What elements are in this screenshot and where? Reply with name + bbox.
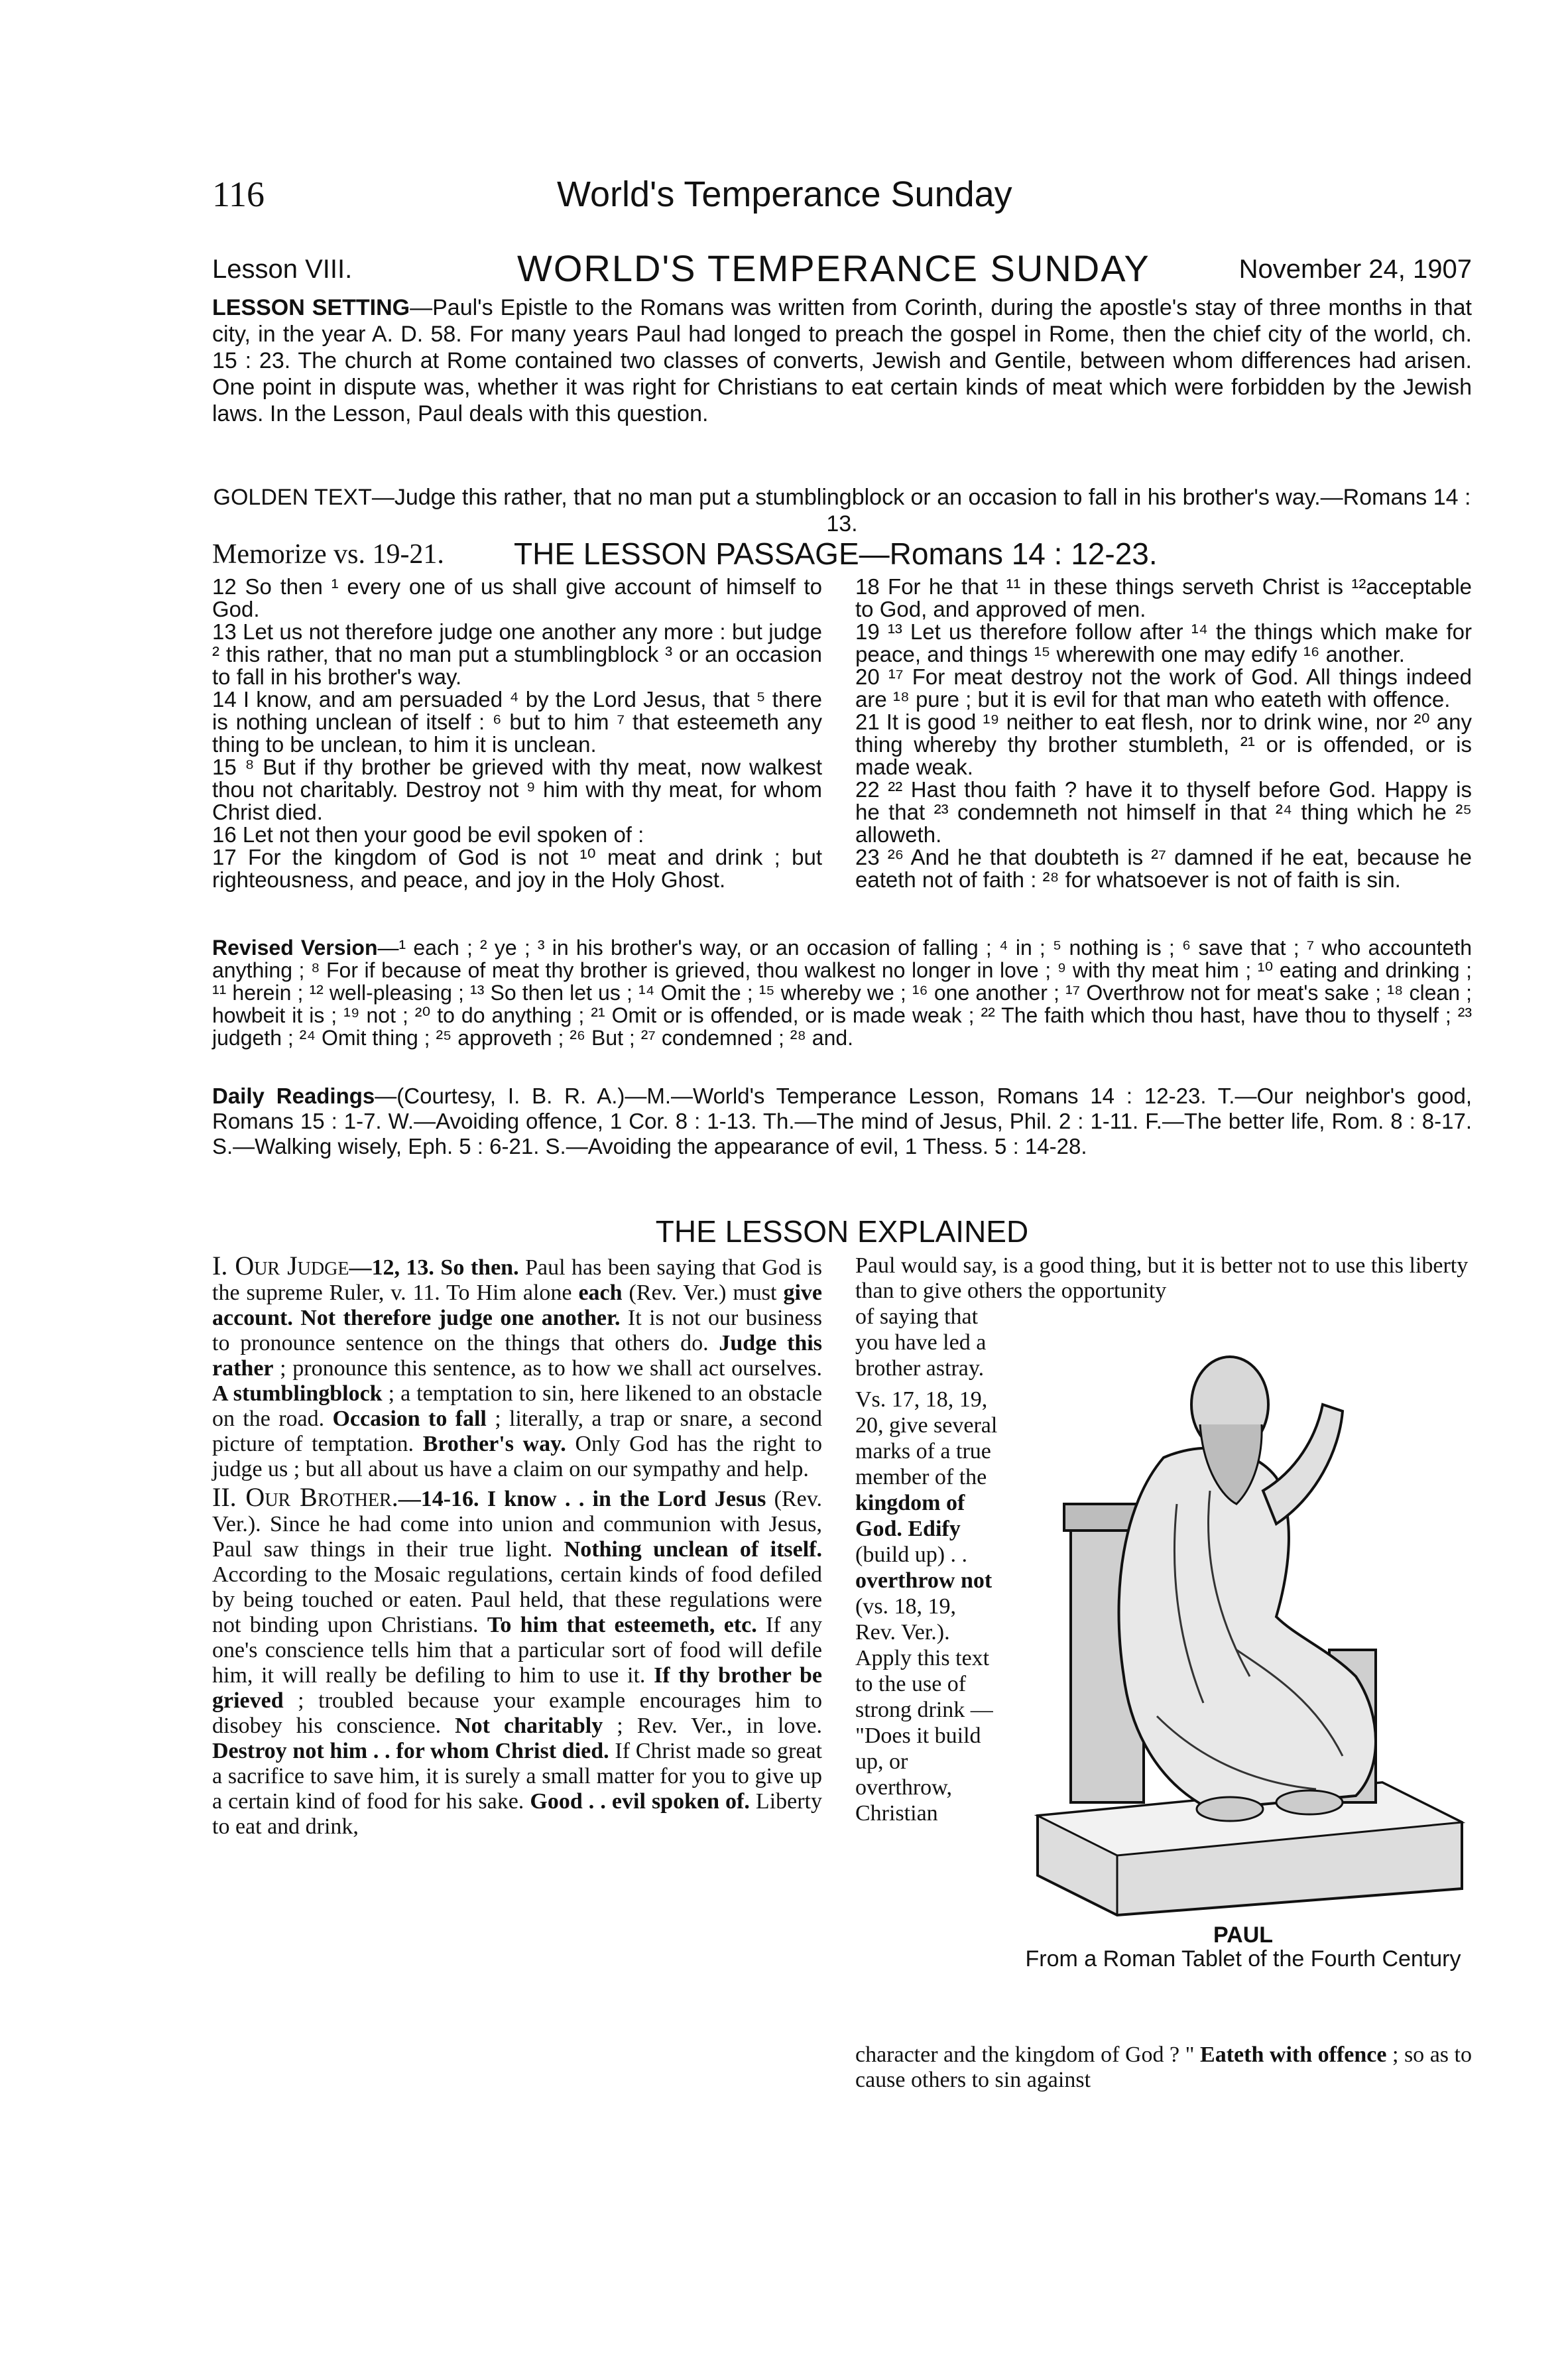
revised-version-text: —¹ each ; ² ye ; ³ in his brother's way, or an occasion of falling ; ⁴ in ; ⁵ nothing is ; ⁶ save that ; ⁷ who accounteth anything ; ⁸ For if because of meat thy brother is grieved, thou walkest no longer in love ; ⁹ with thy meat him ; ¹⁰ eating and drinking ; ¹¹ herein ; ¹² well-pleasing ; ¹³ So then let us ; ¹⁴ Omit the ; ¹⁵ whereby we ; ¹⁶ one another ; ¹⁷ Overthrow not for meat's sake ; ¹⁸ clean ; howbeit it is ; ¹⁹ not ; ²⁰ to do anything ; ²¹ Omit or is offended, or is made weak ; ²² The faith which thou hast, have thou to thyself ; ²³ judgeth ; ²⁴ Omit thing ; ²⁵ approveth ; ²⁶ But ; ²⁷ condemned ; ²⁸ and. [212,936,1473,1050]
verse: 16 Let not then your good be evil spoken of : [212,822,644,847]
page-number: 116 [212,174,265,214]
verse: 17 For the kingdom of God is not ¹⁰ meat and drink ; but righteousness, and peace, and joy in the Holy Ghost. [212,845,822,892]
keyword: Judge this rather [212,1331,822,1381]
body-text: (build up) . . [855,1542,968,1567]
keyword: Eateth with offence [1200,2042,1387,2067]
daily-readings-text: —(Courtesy, I. B. R. A.)—M.—World's Temperance Lesson, Romans 14 : 12-23. T.—Our neighbor's good, Romans 15 : 1-7. W.—Avoiding offence, 1 Cor. 8 : 1-13. Th.—The mind of Jesus, Phil. 2 : 1-11. F.—The better life, Rom. 8 : 8-17. S.—Walking wisely, Eph. 5 : 6-21. S.—Avoiding the appearance of evil, 1 Thess. 5 : 14-28. [212,1084,1473,1159]
lesson-header [212,247,1472,293]
daily-readings-label: Daily Readings [212,1084,375,1108]
keyword: give account. [212,1281,822,1330]
body-text: of saying that you have led a brother astray. [855,1304,987,1381]
body-text: (Rev. Ver.) must [622,1281,784,1305]
verse: 20 ¹⁷ For meat destroy not the work of God. All things indeed are ¹⁸ pure ; but it is evil for that man who eateth with offence. [855,664,1472,712]
body-text: It is not our business to pronounce sentence on the things that others do. [212,1306,822,1355]
passage-header [212,536,1472,576]
golden-text [212,484,1472,537]
body-text: Vs. 17, 18, 19, 20, give several marks of a true member of the [855,1387,998,1489]
verse: 21 It is good ¹⁹ neither to eat flesh, nor to drink wine, nor ²⁰ any thing whereby thy brother stumbleth, ²¹ or is offended, or is made weak. [855,710,1472,779]
body-text: (vs. 18, 19, Rev. Ver.). Apply this text to the use of strong drink — "Does it build up, or overthrow, Christian [855,1594,993,1826]
explained-left-column [212,1253,822,1840]
keyword: Edify [908,1517,961,1541]
body-text: If Christ made so great a sacrifice to save him, it is surely a small matter for you to give up a certain kind of food for his sake. [212,1739,823,1814]
lesson-title: WORLD'S TEMPERANCE SUNDAY [517,247,1150,289]
lesson-setting [212,294,1472,427]
verse: 22 ²² Hast thou faith ? have it to thyself before God. Happy is he that ²³ condemneth not himself in that ²⁴ thing which he ²⁵ alloweth. [855,777,1472,847]
keyword: overthrow not [855,1568,993,1593]
passage-right-column [855,576,1472,891]
section-our-brother [212,1482,823,1840]
body-text: Liberty to eat and drink, [212,1789,823,1839]
golden-text-body: —Judge this rather, that no man put a stumblingblock or an occasion to fall in his brother's way.—Romans 14 : 13. [371,485,1471,536]
verse: 15 ⁸ But if thy brother be grieved with thy meat, now walkest thou not charitably. Destroy not ⁹ him with thy meat, for whom Christ died. [212,755,822,824]
verse: 14 I know, and am persuaded ⁴ by the Lord Jesus, that ⁵ there is nothing unclean of itself : ⁶ but to him ⁷ that esteemeth any thing to be unclean, to him it is unclean. [212,687,822,757]
body-text: Paul has been saying that God is the supreme Ruler, v. 11. To Him alone [212,1255,823,1305]
section-our-judge [212,1253,822,1482]
explained-title: THE LESSON EXPLAINED [655,1214,1029,1249]
illustration-caption [1011,1923,1475,1971]
explained-right-narrow [855,1304,998,1826]
daily-readings [212,1084,1472,1159]
keyword: Destroy not him . . for whom Christ died. [212,1739,609,1763]
keyword: Brother's way. [422,1432,566,1456]
body-text: (Rev. Ver.). Since he had come into union and communion with Jesus, Paul saw things in their true light. [212,1487,823,1562]
keyword: If thy brother be grieved [212,1663,822,1713]
lesson-date: November 24, 1907 [1238,255,1472,284]
running-header [212,174,1472,233]
body-text: ; Rev. Ver., in love. [603,1714,823,1738]
memorize-verses: Memorize vs. 19-21. [212,539,444,570]
caption-title: PAUL [1213,1922,1274,1948]
verse: 23 ²⁶ And he that doubteth is ²⁷ damned if he eat, because he eateth not of faith : ²⁸ for whatsoever is not of faith is sin. [855,845,1472,892]
body-text: ; literally, a trap or snare, a second picture of temptation. [212,1407,822,1456]
lesson-number: Lesson VIII. [212,255,353,284]
body-text: Only God has the right to judge us ; but all about us have a claim on our sympathy and help. [212,1432,822,1481]
body-text: character and the kingdom of God ? " [855,2042,1201,2067]
verse: 13 Let us not therefore judge one another any more : but judge ² this rather, that no man put a stumblingblock ³ or an occasion to fall in his brother's way. [212,619,822,689]
passage-title: THE LESSON PASSAGE—Romans 14 : 12-23. [514,536,1158,571]
section-heading: I. Our Judge [212,1251,349,1281]
revised-version-label: Revised Version [212,936,378,960]
golden-text-label: GOLDEN TEXT [213,485,372,510]
verse: 18 For he that ¹¹ in these things serveth Christ is ¹²acceptable to God, and approved of men. [855,574,1472,621]
keyword: Occasion to fall [332,1407,487,1431]
verse: 12 So then ¹ every one of us shall give account of himself to God. [212,574,822,621]
seated-figure-icon [1011,1305,1475,1922]
body-text: ; troubled because your example encourages him to disobey his conscience. [212,1688,822,1738]
passage-left-column [212,576,822,891]
verse: 19 ¹³ Let us therefore follow after ¹⁴ the things which make for peace, and things ¹⁵ wherewith one may edify ¹⁶ another. [855,619,1472,666]
keyword: kingdom of God. [855,1491,965,1541]
keyword: To him that esteemeth, etc. [487,1613,757,1637]
running-title: World's Temperance Sunday [557,174,1012,214]
keyword: Good . . evil spoken of. [530,1789,750,1814]
revised-version [212,936,1472,1049]
keyword: Not therefore judge one another. [292,1306,621,1330]
keyword: I know . . in the Lord Jesus [479,1487,766,1511]
body-text: If any one's conscience tells him that a particular sort of food will defile him, it will really be defiling to him to use it. [212,1613,823,1688]
caption-text: From a Roman Tablet of the Fourth Century [1025,1946,1461,1972]
explained-right-bottom [855,2042,1472,2093]
keyword: So then. [434,1255,519,1280]
section-ref: —14-16. [398,1487,479,1511]
section-heading: II. Our Brother. [212,1482,398,1512]
keyword: A stumblingblock [212,1381,383,1406]
body-text: ; so as to cause others to sin against [855,2042,1472,2092]
keyword: Nothing unclean of itself. [564,1537,822,1562]
body-text: According to the Mosaic regulations, certain kinds of food defiled by being touched or eaten. Paul held, that these regulations were not binding upon Christians. [212,1562,822,1637]
keyword: Not charitably [455,1714,603,1738]
keyword: each [578,1281,623,1305]
lesson-setting-label: LESSON SETTING [212,295,410,320]
body-text: ; pronounce this sentence, as to how we shall act ourselves. [273,1356,822,1381]
lesson-setting-text: —Paul's Epistle to the Romans was written from Corinth, during the apostle's stay of three months in that city, in the year A. D. 58. For many years Paul had longed to preach the gospel in Rome, then the chief city of the world, ch. 15 : 23. The church at Rome contained two classes of converts, Jewish and Gentile, between whom differences had arisen. One point in dispute was, whether it was right for Christians to eat certain kinds of meat which were forbidden by the Jewish laws. In the Lesson, Paul deals with this question. [212,295,1472,426]
explained-right-top: Paul would say, is a good thing, but it is better not to use this liberty than to give others the opportunity [855,1253,1469,1303]
body-text: ; a temptation to sin, here likened to an obstacle on the road. [212,1381,823,1431]
paul-illustration [1011,1305,1475,1922]
section-ref: —12, 13. [349,1255,434,1280]
